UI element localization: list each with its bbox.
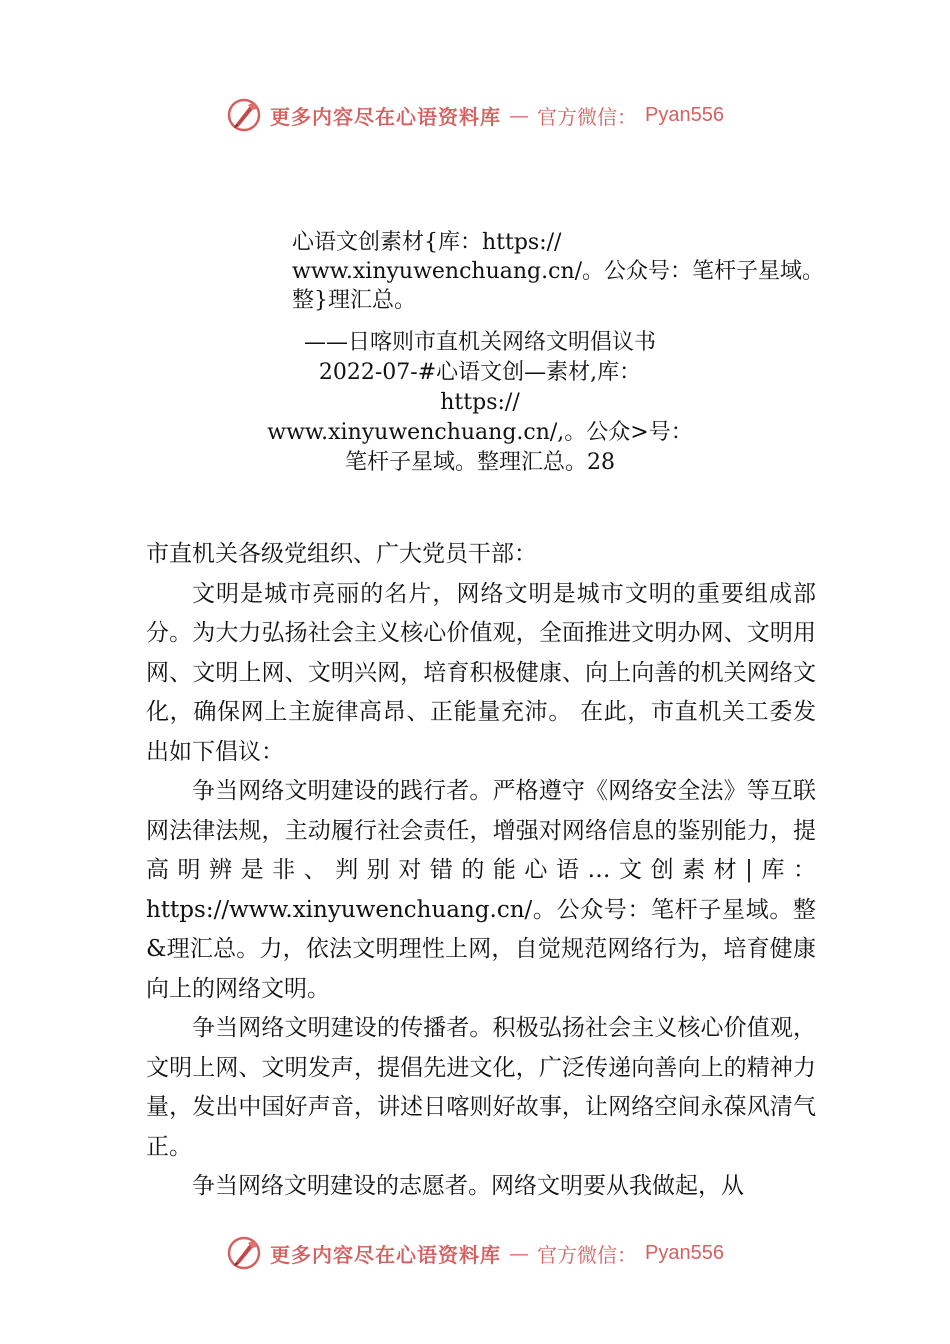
paragraph: 争当网络文明建设的传播者。积极弘扬社会主义核心价值观，文明上网、文明发声，提倡先进文化，广泛传递向善向上的精神力量，发出中国好声音，讲述日喀则好故事，让网络空间永葆风清气正。 xyxy=(146,1015,816,1160)
title-line: 笔杆子星域。整理汇总。28 xyxy=(345,450,615,475)
paragraph: 争当网络文明建设的践行者。严格遵守《网络安全法》等互联网法律法规，主动履行社会责任，增强对网络信息的鉴别能力，提高明辨是非、判别对错的能心语…文创素材|库：https://www.xinyuwenchuang.cn/。公众号：笔杆子星域。整&理汇总。力，依法文明理性上网，自觉规范网络行为，培育健康向上的网络文明。 xyxy=(146,778,816,1002)
paragraph: 争当网络文明建设的志愿者。网络文明要从我做起，从 xyxy=(192,1173,744,1199)
footer-banner xyxy=(0,1233,950,1273)
quill-pen-icon xyxy=(226,1235,262,1271)
title-line: ——日喀则市直机关网络文明倡议书 xyxy=(303,330,656,355)
quill-pen-icon xyxy=(226,97,262,133)
banner-text: 更多内容尽在心语资料库 xyxy=(270,104,502,129)
document-title xyxy=(260,328,700,478)
title-line: www.xinyuwenchuang.cn/,。公众>号： xyxy=(267,420,693,445)
title-line: https:// xyxy=(440,390,520,415)
document-body xyxy=(146,535,816,1207)
banner-text: 更多内容尽在心语资料库 xyxy=(270,1242,502,1267)
paragraph: 文明是城市亮丽的名片，网络文明是城市文明的重要组成部分。为大力弘扬社会主义核心价值观，全面推进文明办网、文明用网、文明上网、文明兴网，培育积极健康、向上向善的机关网络文化，确保网上主旋律高昂、正能量充沛。 在此，市直机关工委发出如下倡议： xyxy=(146,580,816,765)
intro-line: 心语文创素材{库：https:// xyxy=(292,230,562,255)
banner-separator: — xyxy=(509,103,530,127)
header-banner xyxy=(0,95,950,135)
salutation: 市直机关各级党组织、广大党员干部： xyxy=(146,541,537,567)
banner-wechat-label: 官方微信： xyxy=(537,1242,638,1267)
banner-wechat-id: Pyan556 xyxy=(645,103,724,126)
banner-wechat-id: Pyan556 xyxy=(645,1241,724,1264)
intro-line: 整}理汇总。 xyxy=(292,288,416,313)
banner-wechat-label: 官方微信： xyxy=(537,104,638,129)
intro-line: www.xinyuwenchuang.cn/。公众号：笔杆子星域。 xyxy=(292,259,825,284)
intro-block xyxy=(292,228,892,315)
banner-separator: — xyxy=(509,1241,530,1265)
title-line: 2022-07-#心语文创—素材,库： xyxy=(318,360,642,385)
